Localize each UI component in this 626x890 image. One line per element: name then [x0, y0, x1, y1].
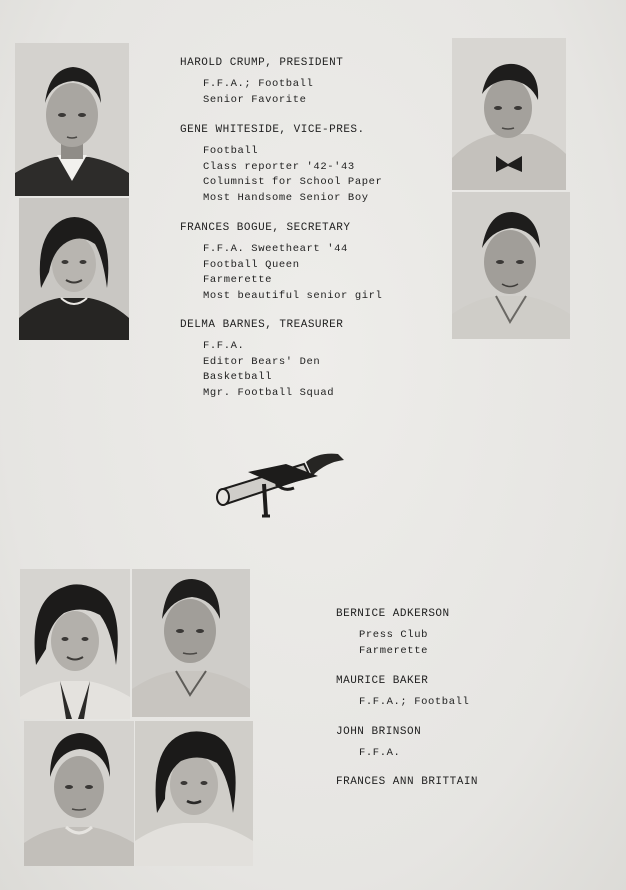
officer-detail: Farmerette — [203, 274, 273, 286]
officer-detail: F.F.A.; Football — [203, 78, 314, 90]
portrait-photo-frances-bogue — [19, 198, 129, 340]
officer-entry — [180, 221, 382, 304]
senior-entry — [336, 725, 421, 762]
senior-name: FRANCES ANN BRITTAIN — [336, 776, 479, 788]
officer-detail: Football Queen — [203, 258, 300, 271]
portrait-photo-bernice-adkerson — [20, 569, 130, 719]
officer-detail: Football — [203, 145, 259, 157]
senior-entry — [336, 775, 478, 796]
officer-detail: Most Handsome Senior Boy — [203, 191, 369, 204]
officer-detail: Class reporter '42-'43 — [203, 160, 355, 173]
senior-entry — [336, 674, 469, 711]
officer-entry — [180, 56, 343, 108]
senior-detail: F.F.A. — [359, 747, 401, 759]
portrait-photo-john-brinson — [24, 721, 134, 866]
senior-name: MAURICE BAKER — [336, 675, 429, 687]
officer-name: DELMA BARNES, TREASURER — [180, 319, 344, 331]
officer-entry — [180, 318, 343, 401]
officer-entry — [180, 123, 382, 206]
portrait-photo-frances-ann-brittain — [135, 721, 253, 866]
senior-detail: Farmerette — [359, 644, 429, 657]
officer-detail: F.F.A. Sweetheart '44 — [203, 243, 348, 255]
senior-detail: Press Club — [359, 629, 429, 641]
portrait-photo-gene-whiteside — [452, 38, 566, 190]
officer-detail: Mgr. Football Squad — [203, 386, 335, 399]
diploma-mortarboard-icon — [214, 446, 350, 524]
officer-name: GENE WHITESIDE, VICE-PRES. — [180, 124, 365, 136]
senior-name: JOHN BRINSON — [336, 726, 422, 738]
officer-detail: Editor Bears' Den — [203, 355, 321, 368]
portrait-photo-harold-crump — [15, 43, 129, 196]
officer-name: HAROLD CRUMP, PRESIDENT — [180, 57, 344, 69]
senior-detail: F.F.A.; Football — [359, 696, 470, 708]
senior-name: BERNICE ADKERSON — [336, 608, 450, 620]
portrait-photo-delma-barnes — [452, 192, 570, 339]
officer-detail: Basketball — [203, 371, 273, 383]
portrait-photo-maurice-baker — [132, 569, 250, 717]
officer-detail: F.F.A. — [203, 340, 245, 352]
senior-entry — [336, 607, 450, 659]
officer-name: FRANCES BOGUE, SECRETARY — [180, 222, 351, 234]
officer-detail: Senior Favorite — [203, 93, 307, 106]
officer-detail: Columnist for School Paper — [203, 176, 383, 188]
officer-detail: Most beautiful senior girl — [203, 289, 383, 302]
